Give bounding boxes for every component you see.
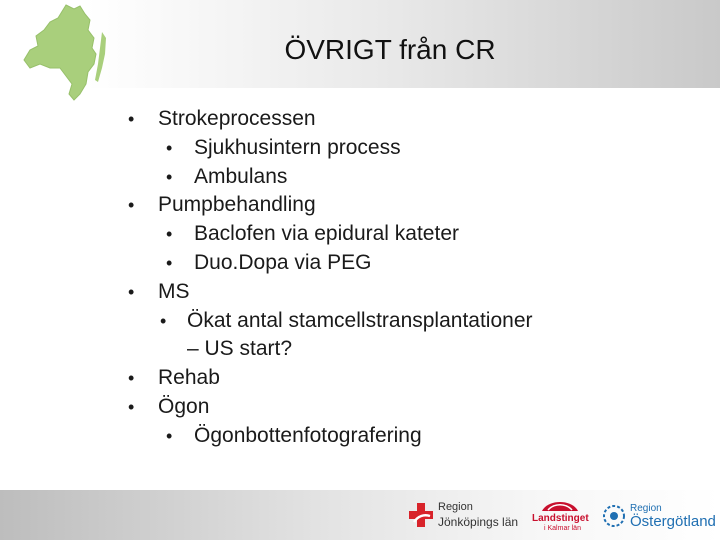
- bullet-icon: •: [128, 368, 135, 389]
- kalmar-logo-line1: Landstinget: [532, 513, 589, 524]
- jonkoping-logo-line2: Jönköpings län: [438, 515, 519, 529]
- list-item-text: Strokeprocessen: [158, 107, 316, 130]
- list-item-text: Baclofen via epidural kateter: [194, 222, 459, 246]
- list-item: [128, 249, 688, 278]
- kalmar-logo-line2: i Kalmar län: [544, 525, 581, 532]
- bullet-icon: •: [166, 137, 173, 158]
- list-item-text: MS: [158, 279, 190, 303]
- bullet-icon: •: [166, 425, 173, 446]
- list-item-text: Ögon: [158, 394, 210, 418]
- list-item: [128, 307, 688, 336]
- bullet-icon: •: [166, 224, 173, 245]
- bullet-icon: •: [128, 195, 135, 216]
- region-map-logo: [22, 2, 117, 102]
- region-map-shape: [24, 5, 96, 100]
- jonkoping-logo-line1: Region: [438, 501, 473, 513]
- list-item: [128, 364, 688, 393]
- list-item: [128, 191, 688, 220]
- bullet-icon: •: [128, 396, 135, 417]
- list-item: [128, 163, 688, 192]
- list-item: [128, 422, 688, 451]
- jonkoping-cross-icon: [408, 502, 434, 528]
- list-item-text: Sjukhusintern process: [194, 135, 401, 159]
- bullet-icon: •: [166, 166, 173, 187]
- kalmar-crown-icon: [540, 497, 580, 513]
- list-item: [128, 278, 688, 307]
- list-item-text: Duo.Dopa via PEG: [194, 250, 372, 274]
- island-shape: [95, 32, 106, 82]
- ostergotland-emblem-icon: [602, 504, 626, 528]
- logo-region-jonkoping: [408, 495, 518, 535]
- bullet-icon: •: [166, 252, 173, 273]
- list-item-text: Ögonbottenfotografering: [194, 423, 422, 447]
- bullet-icon: •: [160, 310, 167, 331]
- list-item-text: Ökat antal stamcellstransplantationer: [187, 308, 533, 332]
- list-item: [128, 134, 688, 163]
- logo-region-ostergotland: [602, 495, 714, 535]
- list-item: [128, 105, 688, 134]
- logo-landstinget-kalmar: [530, 495, 592, 535]
- list-item: [128, 393, 688, 422]
- list-item-continuation: [128, 335, 688, 364]
- slide-title: ÖVRIGT från CR: [284, 34, 496, 65]
- list-item-text: Rehab: [158, 366, 220, 390]
- list-item-text: Ambulans: [194, 164, 288, 188]
- bullet-icon: •: [128, 281, 135, 302]
- bullet-icon: •: [128, 109, 135, 129]
- list-item-text: – US start?: [187, 337, 293, 361]
- bullet-list: [128, 105, 688, 451]
- list-item: [128, 220, 688, 249]
- ostergotland-logo-line1: Region: [630, 503, 662, 514]
- list-item-text: Pumpbehandling: [158, 193, 316, 217]
- ostergotland-logo-line2: Östergötland: [630, 513, 716, 530]
